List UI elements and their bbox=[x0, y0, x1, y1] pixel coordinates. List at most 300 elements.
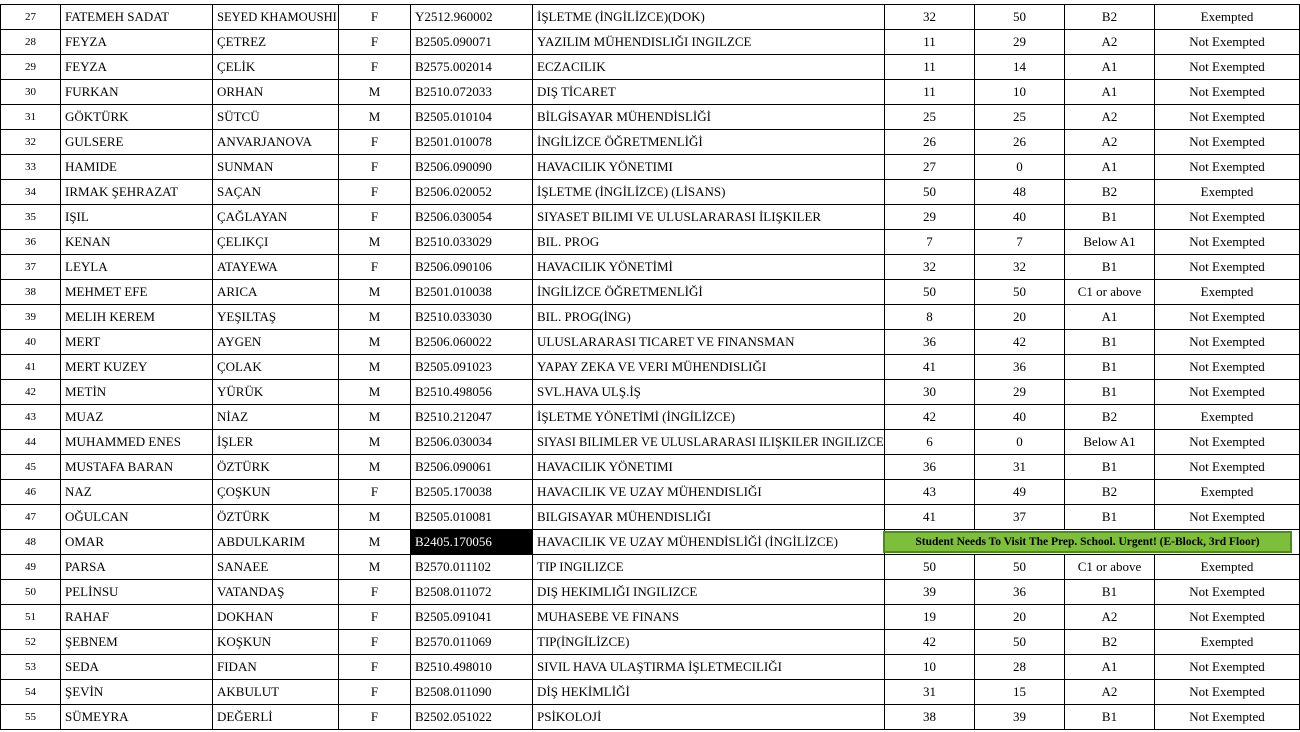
gender-cell: F bbox=[339, 705, 411, 730]
table-row bbox=[1, 405, 1300, 430]
table-row bbox=[1, 680, 1300, 705]
level-cell: A1 bbox=[1065, 155, 1155, 180]
first-name-cell: HAMIDE bbox=[61, 155, 213, 180]
program-cell: PSİKOLOJİ bbox=[533, 705, 885, 730]
student-id-cell: B2570.011102 bbox=[411, 555, 533, 580]
student-id-cell: B2510.212047 bbox=[411, 405, 533, 430]
level-cell: B1 bbox=[1065, 330, 1155, 355]
level-cell: C1 or above bbox=[1065, 280, 1155, 305]
last-name-cell: SANAEE bbox=[213, 555, 339, 580]
status-cell: Not Exempted bbox=[1155, 155, 1300, 180]
row-number-cell: 31 bbox=[1, 105, 61, 130]
first-name-cell: FATEMEH SADAT bbox=[61, 5, 213, 30]
row-number-cell: 38 bbox=[1, 280, 61, 305]
status-cell: Not Exempted bbox=[1155, 355, 1300, 380]
status-cell: Not Exempted bbox=[1155, 430, 1300, 455]
first-name-cell: PELİNSU bbox=[61, 580, 213, 605]
score-2-cell: 0 bbox=[975, 430, 1065, 455]
score-2-cell: 10 bbox=[975, 80, 1065, 105]
last-name-cell: SÜTCÜ bbox=[213, 105, 339, 130]
first-name-cell: FURKAN bbox=[61, 80, 213, 105]
gender-cell: F bbox=[339, 255, 411, 280]
gender-cell: M bbox=[339, 455, 411, 480]
last-name-cell: SAÇAN bbox=[213, 180, 339, 205]
score-1-cell: 50 bbox=[885, 280, 975, 305]
status-cell: Not Exempted bbox=[1155, 30, 1300, 55]
table-row bbox=[1, 655, 1300, 680]
student-id-cell: B2506.090106 bbox=[411, 255, 533, 280]
table-row bbox=[1, 130, 1300, 155]
table-row bbox=[1, 530, 1300, 555]
level-cell: A2 bbox=[1065, 30, 1155, 55]
table-row bbox=[1, 330, 1300, 355]
row-number-cell: 27 bbox=[1, 5, 61, 30]
status-cell: Not Exempted bbox=[1155, 230, 1300, 255]
student-id-cell: B2506.060022 bbox=[411, 330, 533, 355]
student-id-cell: B2505.090071 bbox=[411, 30, 533, 55]
gender-cell: F bbox=[339, 155, 411, 180]
gender-cell: M bbox=[339, 105, 411, 130]
first-name-cell: FEYZA bbox=[61, 55, 213, 80]
student-id-cell: B2505.091023 bbox=[411, 355, 533, 380]
score-2-cell: 49 bbox=[975, 480, 1065, 505]
row-number-cell: 28 bbox=[1, 30, 61, 55]
score-1-cell: 32 bbox=[885, 5, 975, 30]
level-cell: B1 bbox=[1065, 580, 1155, 605]
score-2-cell: 25 bbox=[975, 105, 1065, 130]
table-row bbox=[1, 630, 1300, 655]
score-2-cell: 28 bbox=[975, 655, 1065, 680]
level-cell: A2 bbox=[1065, 105, 1155, 130]
gender-cell: M bbox=[339, 430, 411, 455]
gender-cell: M bbox=[339, 555, 411, 580]
level-cell: A1 bbox=[1065, 655, 1155, 680]
row-number-cell: 41 bbox=[1, 355, 61, 380]
score-1-cell: 29 bbox=[885, 205, 975, 230]
status-cell: Not Exempted bbox=[1155, 130, 1300, 155]
last-name-cell: ANVARJANOVA bbox=[213, 130, 339, 155]
program-cell: DIŞ TİCARET bbox=[533, 80, 885, 105]
program-cell: DİŞ HEKİMLİĞİ bbox=[533, 680, 885, 705]
status-cell: Exempted bbox=[1155, 5, 1300, 30]
program-cell: DIŞ HEKIMLIĞI INGILIZCE bbox=[533, 580, 885, 605]
row-number-cell: 47 bbox=[1, 505, 61, 530]
last-name-cell: İŞLER bbox=[213, 430, 339, 455]
row-number-cell: 32 bbox=[1, 130, 61, 155]
status-cell: Not Exempted bbox=[1155, 380, 1300, 405]
score-1-cell: 42 bbox=[885, 405, 975, 430]
program-cell: İŞLETME YÖNETİMİ (İNGİLİZCE) bbox=[533, 405, 885, 430]
first-name-cell: ŞEBNEM bbox=[61, 630, 213, 655]
status-cell: Not Exempted bbox=[1155, 205, 1300, 230]
table-row bbox=[1, 55, 1300, 80]
score-1-cell: 19 bbox=[885, 605, 975, 630]
score-2-cell: 36 bbox=[975, 355, 1065, 380]
last-name-cell: YEŞILTAŞ bbox=[213, 305, 339, 330]
last-name-cell: ÇELIKÇI bbox=[213, 230, 339, 255]
gender-cell: F bbox=[339, 205, 411, 230]
table-row bbox=[1, 80, 1300, 105]
level-cell: B2 bbox=[1065, 180, 1155, 205]
last-name-cell: AKBULUT bbox=[213, 680, 339, 705]
level-cell: A1 bbox=[1065, 305, 1155, 330]
score-1-cell: 43 bbox=[885, 480, 975, 505]
results-table bbox=[0, 4, 1300, 730]
gender-cell: F bbox=[339, 180, 411, 205]
student-id-cell: B2510.033030 bbox=[411, 305, 533, 330]
table-row bbox=[1, 705, 1300, 730]
score-1-cell: 30 bbox=[885, 380, 975, 405]
first-name-cell: NAZ bbox=[61, 480, 213, 505]
score-1-cell: 38 bbox=[885, 705, 975, 730]
score-2-cell: 37 bbox=[975, 505, 1065, 530]
row-number-cell: 45 bbox=[1, 455, 61, 480]
first-name-cell: GULSERE bbox=[61, 130, 213, 155]
program-cell: YAPAY ZEKA VE VERI MÜHENDISLIĞI bbox=[533, 355, 885, 380]
first-name-cell: OĞULCAN bbox=[61, 505, 213, 530]
row-number-cell: 34 bbox=[1, 180, 61, 205]
level-cell: A2 bbox=[1065, 130, 1155, 155]
score-2-cell: 15 bbox=[975, 680, 1065, 705]
first-name-cell: ŞEVİN bbox=[61, 680, 213, 705]
table-row bbox=[1, 555, 1300, 580]
level-cell: B1 bbox=[1065, 355, 1155, 380]
last-name-cell: DOKHAN bbox=[213, 605, 339, 630]
table-row bbox=[1, 280, 1300, 305]
student-id-cell: B2505.091041 bbox=[411, 605, 533, 630]
student-id-cell: B2575.002014 bbox=[411, 55, 533, 80]
student-id-cell: Y2512.960002 bbox=[411, 5, 533, 30]
table-row bbox=[1, 455, 1300, 480]
status-cell: Not Exempted bbox=[1155, 305, 1300, 330]
program-cell: YAZILIM MÜHENDISLIĞI INGILZCE bbox=[533, 30, 885, 55]
score-1-cell: 42 bbox=[885, 630, 975, 655]
row-number-cell: 37 bbox=[1, 255, 61, 280]
gender-cell: F bbox=[339, 55, 411, 80]
first-name-cell: MUSTAFA BARAN bbox=[61, 455, 213, 480]
program-cell: İNGİLİZCE ÖĞRETMENLİĞİ bbox=[533, 130, 885, 155]
table-body bbox=[1, 5, 1300, 730]
gender-cell: F bbox=[339, 655, 411, 680]
student-id-cell: B2506.020052 bbox=[411, 180, 533, 205]
first-name-cell: LEYLA bbox=[61, 255, 213, 280]
note-cell bbox=[885, 530, 1300, 555]
status-cell: Not Exempted bbox=[1155, 655, 1300, 680]
table-row bbox=[1, 255, 1300, 280]
last-name-cell: YÜRÜK bbox=[213, 380, 339, 405]
row-number-cell: 29 bbox=[1, 55, 61, 80]
first-name-cell: IŞIL bbox=[61, 205, 213, 230]
score-2-cell: 39 bbox=[975, 705, 1065, 730]
level-cell: C1 or above bbox=[1065, 555, 1155, 580]
row-number-cell: 36 bbox=[1, 230, 61, 255]
score-2-cell: 31 bbox=[975, 455, 1065, 480]
table-row bbox=[1, 155, 1300, 180]
first-name-cell: KENAN bbox=[61, 230, 213, 255]
program-cell: İNGİLİZCE ÖĞRETMENLİĞİ bbox=[533, 280, 885, 305]
program-cell: HAVACILIK YÖNETIMI bbox=[533, 455, 885, 480]
row-number-cell: 39 bbox=[1, 305, 61, 330]
gender-cell: F bbox=[339, 680, 411, 705]
score-2-cell: 7 bbox=[975, 230, 1065, 255]
student-id-cell: B2510.072033 bbox=[411, 80, 533, 105]
student-id-cell: B2510.498010 bbox=[411, 655, 533, 680]
last-name-cell: FIDAN bbox=[213, 655, 339, 680]
score-1-cell: 50 bbox=[885, 180, 975, 205]
level-cell: B2 bbox=[1065, 5, 1155, 30]
program-cell: SIVIL HAVA ULAŞTIRMA İŞLETMECILIĞI bbox=[533, 655, 885, 680]
level-cell: B2 bbox=[1065, 630, 1155, 655]
last-name-cell: ARICA bbox=[213, 280, 339, 305]
first-name-cell: IRMAK ŞEHRAZAT bbox=[61, 180, 213, 205]
score-1-cell: 27 bbox=[885, 155, 975, 180]
last-name-cell: NİAZ bbox=[213, 405, 339, 430]
score-1-cell: 11 bbox=[885, 30, 975, 55]
student-id-cell: B2508.011090 bbox=[411, 680, 533, 705]
table-row bbox=[1, 355, 1300, 380]
last-name-cell: ATAYEWA bbox=[213, 255, 339, 280]
score-2-cell: 50 bbox=[975, 5, 1065, 30]
score-2-cell: 20 bbox=[975, 305, 1065, 330]
score-1-cell: 10 bbox=[885, 655, 975, 680]
score-1-cell: 7 bbox=[885, 230, 975, 255]
status-cell: Exempted bbox=[1155, 630, 1300, 655]
program-cell: TIP INGILIZCE bbox=[533, 555, 885, 580]
row-number-cell: 33 bbox=[1, 155, 61, 180]
row-number-cell: 40 bbox=[1, 330, 61, 355]
score-2-cell: 14 bbox=[975, 55, 1065, 80]
score-1-cell: 41 bbox=[885, 505, 975, 530]
score-2-cell: 48 bbox=[975, 180, 1065, 205]
table-row bbox=[1, 605, 1300, 630]
gender-cell: F bbox=[339, 480, 411, 505]
gender-cell: F bbox=[339, 605, 411, 630]
program-cell: SVL.HAVA ULŞ.İŞ bbox=[533, 380, 885, 405]
program-cell: HAVACILIK VE UZAY MÜHENDISLIĞI bbox=[533, 480, 885, 505]
program-cell: BİLGİSAYAR MÜHENDİSLİĞİ bbox=[533, 105, 885, 130]
first-name-cell: FEYZA bbox=[61, 30, 213, 55]
row-number-cell: 49 bbox=[1, 555, 61, 580]
last-name-cell: ÇELİK bbox=[213, 55, 339, 80]
program-cell: İŞLETME (İNGİLİZCE)(DOK) bbox=[533, 5, 885, 30]
gender-cell: M bbox=[339, 280, 411, 305]
last-name-cell: ORHAN bbox=[213, 80, 339, 105]
table-row bbox=[1, 5, 1300, 30]
status-cell: Not Exempted bbox=[1155, 580, 1300, 605]
row-number-cell: 46 bbox=[1, 480, 61, 505]
program-cell: BILGISAYAR MÜHENDISLIĞI bbox=[533, 505, 885, 530]
student-id-cell: B2505.170038 bbox=[411, 480, 533, 505]
program-cell: SIYASET BILIMI VE ULUSLARARASI İLIŞKILER bbox=[533, 205, 885, 230]
last-name-cell: SUNMAN bbox=[213, 155, 339, 180]
table-row bbox=[1, 180, 1300, 205]
row-number-cell: 53 bbox=[1, 655, 61, 680]
program-cell: İŞLETME (İNGİLİZCE) (LİSANS) bbox=[533, 180, 885, 205]
first-name-cell: MUAZ bbox=[61, 405, 213, 430]
level-cell: A1 bbox=[1065, 55, 1155, 80]
program-cell: ULUSLARARASI TICARET VE FINANSMAN bbox=[533, 330, 885, 355]
gender-cell: M bbox=[339, 355, 411, 380]
last-name-cell: KOŞKUN bbox=[213, 630, 339, 655]
first-name-cell: MERT KUZEY bbox=[61, 355, 213, 380]
level-cell: B1 bbox=[1065, 455, 1155, 480]
status-cell: Exempted bbox=[1155, 280, 1300, 305]
program-cell: HAVACILIK VE UZAY MÜHENDİSLİĞİ (İNGİLİZCE) bbox=[533, 530, 885, 555]
gender-cell: F bbox=[339, 130, 411, 155]
status-cell: Not Exempted bbox=[1155, 80, 1300, 105]
table-row bbox=[1, 305, 1300, 330]
level-cell: B1 bbox=[1065, 705, 1155, 730]
row-number-cell: 55 bbox=[1, 705, 61, 730]
level-cell: A2 bbox=[1065, 605, 1155, 630]
row-number-cell: 52 bbox=[1, 630, 61, 655]
last-name-cell: VATANDAŞ bbox=[213, 580, 339, 605]
gender-cell: F bbox=[339, 630, 411, 655]
status-cell: Not Exempted bbox=[1155, 680, 1300, 705]
student-id-cell: B2506.090090 bbox=[411, 155, 533, 180]
row-number-cell: 50 bbox=[1, 580, 61, 605]
table-row bbox=[1, 105, 1300, 130]
score-2-cell: 42 bbox=[975, 330, 1065, 355]
student-id-cell: B2510.498056 bbox=[411, 380, 533, 405]
row-number-cell: 54 bbox=[1, 680, 61, 705]
last-name-cell: SEYED KHAMOUSHI bbox=[213, 5, 339, 30]
score-1-cell: 6 bbox=[885, 430, 975, 455]
score-1-cell: 31 bbox=[885, 680, 975, 705]
level-cell: B1 bbox=[1065, 205, 1155, 230]
first-name-cell: RAHAF bbox=[61, 605, 213, 630]
gender-cell: M bbox=[339, 80, 411, 105]
first-name-cell: METİN bbox=[61, 380, 213, 405]
status-cell: Exempted bbox=[1155, 480, 1300, 505]
score-2-cell: 29 bbox=[975, 30, 1065, 55]
gender-cell: M bbox=[339, 380, 411, 405]
student-id-cell: B2506.030034 bbox=[411, 430, 533, 455]
status-cell: Not Exempted bbox=[1155, 705, 1300, 730]
status-cell: Not Exempted bbox=[1155, 255, 1300, 280]
score-1-cell: 8 bbox=[885, 305, 975, 330]
gender-cell: M bbox=[339, 405, 411, 430]
first-name-cell: GÖKTÜRK bbox=[61, 105, 213, 130]
status-cell: Not Exempted bbox=[1155, 330, 1300, 355]
program-cell: MUHASEBE VE FINANS bbox=[533, 605, 885, 630]
score-1-cell: 25 bbox=[885, 105, 975, 130]
first-name-cell: SEDA bbox=[61, 655, 213, 680]
score-1-cell: 50 bbox=[885, 555, 975, 580]
last-name-cell: ÖZTÜRK bbox=[213, 505, 339, 530]
status-cell: Not Exempted bbox=[1155, 55, 1300, 80]
row-number-cell: 43 bbox=[1, 405, 61, 430]
student-id-cell: B2510.033029 bbox=[411, 230, 533, 255]
row-number-cell: 44 bbox=[1, 430, 61, 455]
program-cell: HAVACILIK YÖNETİMİ bbox=[533, 255, 885, 280]
last-name-cell: ÇOŞKUN bbox=[213, 480, 339, 505]
table-row bbox=[1, 505, 1300, 530]
program-cell: ECZACILIK bbox=[533, 55, 885, 80]
level-cell: A2 bbox=[1065, 680, 1155, 705]
status-cell: Exempted bbox=[1155, 405, 1300, 430]
score-1-cell: 39 bbox=[885, 580, 975, 605]
level-cell: B1 bbox=[1065, 380, 1155, 405]
gender-cell: F bbox=[339, 5, 411, 30]
student-id-cell: B2508.011072 bbox=[411, 580, 533, 605]
first-name-cell: MERT bbox=[61, 330, 213, 355]
status-cell: Exempted bbox=[1155, 180, 1300, 205]
level-cell: B2 bbox=[1065, 405, 1155, 430]
score-1-cell: 36 bbox=[885, 455, 975, 480]
score-1-cell: 41 bbox=[885, 355, 975, 380]
level-cell: A1 bbox=[1065, 80, 1155, 105]
score-2-cell: 36 bbox=[975, 580, 1065, 605]
program-cell: TIP(İNGİLİZCE) bbox=[533, 630, 885, 655]
gender-cell: F bbox=[339, 30, 411, 55]
score-2-cell: 50 bbox=[975, 630, 1065, 655]
score-2-cell: 40 bbox=[975, 405, 1065, 430]
table-row bbox=[1, 430, 1300, 455]
row-number-cell: 30 bbox=[1, 80, 61, 105]
score-2-cell: 29 bbox=[975, 380, 1065, 405]
status-cell: Not Exempted bbox=[1155, 105, 1300, 130]
student-id-cell: B2501.010038 bbox=[411, 280, 533, 305]
score-1-cell: 11 bbox=[885, 55, 975, 80]
student-id-cell: B2502.051022 bbox=[411, 705, 533, 730]
student-id-cell: B2505.010104 bbox=[411, 105, 533, 130]
program-cell: BIL. PROG(İNG) bbox=[533, 305, 885, 330]
level-cell: B1 bbox=[1065, 255, 1155, 280]
student-id-cell: B2506.090061 bbox=[411, 455, 533, 480]
gender-cell: M bbox=[339, 505, 411, 530]
score-1-cell: 36 bbox=[885, 330, 975, 355]
first-name-cell: PARSA bbox=[61, 555, 213, 580]
urgent-note-badge: Student Needs To Visit The Prep. School. Urgent! (E-Block, 3rd Floor) bbox=[883, 531, 1292, 553]
last-name-cell: AYGEN bbox=[213, 330, 339, 355]
row-number-cell: 42 bbox=[1, 380, 61, 405]
first-name-cell: SÜMEYRA bbox=[61, 705, 213, 730]
row-number-cell: 35 bbox=[1, 205, 61, 230]
table-row bbox=[1, 230, 1300, 255]
student-id-cell: B2505.010081 bbox=[411, 505, 533, 530]
score-2-cell: 20 bbox=[975, 605, 1065, 630]
score-2-cell: 0 bbox=[975, 155, 1065, 180]
status-cell: Not Exempted bbox=[1155, 455, 1300, 480]
gender-cell: M bbox=[339, 230, 411, 255]
program-cell: HAVACILIK YÖNETIMI bbox=[533, 155, 885, 180]
table-row bbox=[1, 380, 1300, 405]
table-row bbox=[1, 205, 1300, 230]
gender-cell: M bbox=[339, 330, 411, 355]
last-name-cell: ABDULKARIM bbox=[213, 530, 339, 555]
program-cell: BIL. PROG bbox=[533, 230, 885, 255]
table-row bbox=[1, 580, 1300, 605]
gender-cell: M bbox=[339, 530, 411, 555]
student-id-cell: B2570.011069 bbox=[411, 630, 533, 655]
student-id-cell: B2501.010078 bbox=[411, 130, 533, 155]
student-id-cell: B2506.030054 bbox=[411, 205, 533, 230]
first-name-cell: MEHMET EFE bbox=[61, 280, 213, 305]
gender-cell: F bbox=[339, 580, 411, 605]
first-name-cell: MELIH KEREM bbox=[61, 305, 213, 330]
table-row bbox=[1, 30, 1300, 55]
student-id-cell: B2405.170056 bbox=[411, 530, 533, 555]
level-cell: Below A1 bbox=[1065, 430, 1155, 455]
score-2-cell: 50 bbox=[975, 280, 1065, 305]
first-name-cell: MUHAMMED ENES bbox=[61, 430, 213, 455]
table-row bbox=[1, 480, 1300, 505]
last-name-cell: ÇAĞLAYAN bbox=[213, 205, 339, 230]
score-1-cell: 32 bbox=[885, 255, 975, 280]
row-number-cell: 51 bbox=[1, 605, 61, 630]
first-name-cell: OMAR bbox=[61, 530, 213, 555]
